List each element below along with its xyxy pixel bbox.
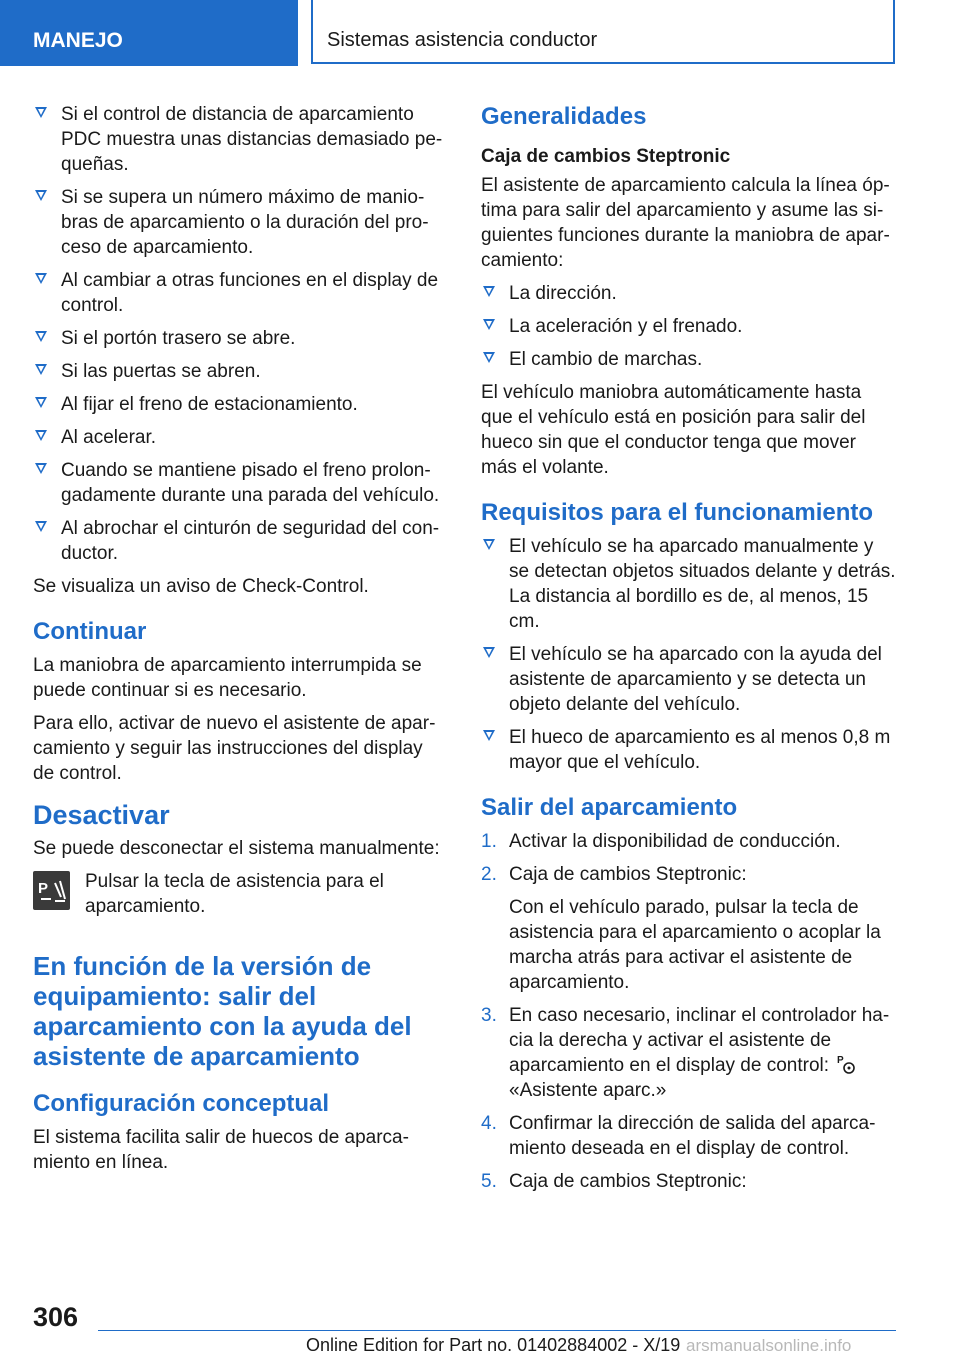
cancel-conditions-list — [33, 102, 445, 566]
list-item: El hueco de aparcamiento es al menos 0,8 m mayor que el vehículo. — [481, 725, 897, 775]
functions-list — [481, 281, 897, 372]
continuar-heading: Continuar — [33, 618, 147, 645]
step-number: 5. — [481, 1171, 497, 1192]
steptronic-subheading: Caja de cambios Steptronic — [481, 146, 731, 167]
paragraph: Para ello, activar de nuevo el asistente de aparcamiento y seguir las instrucciones del display de control. — [33, 713, 436, 784]
step-text: En caso necesario, inclinar el controlador hacia la derecha y activar el asistente de aparcamiento en el display de control: — [509, 1005, 890, 1076]
step-text: Activar la disponibilidad de conducción. — [509, 831, 841, 852]
main-heading: En función de la versión de equipamiento: salir del aparcamiento con la ayuda del asistente de aparcamiento — [33, 951, 412, 1071]
step-item — [481, 1169, 897, 1194]
bullet-triangle-icon — [35, 107, 47, 118]
list-item: Cuando se mantiene pisado el freno prolongadamente durante una parada del vehículo. — [33, 458, 445, 508]
bullet-triangle-icon — [483, 319, 495, 330]
paragraph: El sistema facilita salir de huecos de aparcamiento en línea. — [33, 1127, 409, 1173]
list-item: Si el control de distancia de aparcamiento PDC muestra unas distancias demasiado pequeñas. — [33, 102, 445, 177]
step-text: Caja de cambios Steptronic: — [509, 1171, 747, 1192]
bullet-triangle-icon — [483, 730, 495, 741]
bullet-triangle-icon — [35, 463, 47, 474]
list-item: Si las puertas se abren. — [33, 359, 445, 384]
bullet-triangle-icon — [35, 331, 47, 342]
paragraph: La maniobra de aparcamiento interrumpida se puede continuar si es necesario. — [33, 655, 422, 701]
step-item — [481, 1111, 897, 1161]
bullet-triangle-icon — [35, 430, 47, 441]
step-number: 2. — [481, 864, 497, 885]
step-number: 4. — [481, 1113, 497, 1134]
svg-text:P: P — [38, 880, 49, 897]
park-key-instruction — [33, 869, 445, 919]
list-item: Si el portón trasero se abre. — [33, 326, 445, 351]
list-item: Al abrochar el cinturón de seguridad del conductor. — [33, 516, 445, 566]
park-assist-key-icon — [33, 871, 70, 910]
paragraph: El asistente de aparcamiento calcula la línea óptima para salir del aparcamiento y asume las siguientes funciones durante la maniobra de aparcamiento: — [481, 175, 890, 271]
step-number: 1. — [481, 831, 497, 852]
step-subtext: Con el vehículo parado, pulsar la tecla de asistencia para el aparcamiento o acoplar la marcha atrás para activar el asistente de aparcamiento. — [509, 897, 881, 993]
bullet-triangle-icon — [35, 273, 47, 284]
bullet-triangle-icon — [35, 397, 47, 408]
edition-text: Online Edition for Part no. 01402884002 - X/19 — [306, 1335, 681, 1355]
list-item: El cambio de marchas. — [481, 347, 897, 372]
bullet-triangle-icon — [35, 190, 47, 201]
step-text: Caja de cambios Steptronic: — [509, 864, 747, 885]
paragraph: El vehículo maniobra automáticamente hasta que el vehículo está en posición para salir del hueco sin que el conductor tenga que mover más el volante. — [481, 382, 866, 478]
bullet-triangle-icon — [483, 286, 495, 297]
step-item — [481, 862, 897, 995]
svg-text:P: P — [837, 1055, 844, 1066]
step-text: Confirmar la dirección de salida del aparcamiento deseada en el display de control. — [509, 1113, 876, 1159]
bullet-triangle-icon — [483, 539, 495, 550]
list-item: Al acelerar. — [33, 425, 445, 450]
step-text-after: «Asistente aparc.» — [509, 1080, 667, 1101]
bullet-triangle-icon — [35, 364, 47, 375]
list-item: Al cambiar a otras funciones en el display de control. — [33, 268, 445, 318]
list-item: El vehículo se ha aparcado con la ayuda del asistente de aparcamiento y se detecta un objeto delante del vehículo. — [481, 642, 897, 717]
desactivar-heading: Desactivar — [33, 800, 170, 830]
watermark: arsmanualsonline.info — [686, 1336, 852, 1355]
list-item: Al fijar el freno de estacionamiento. — [33, 392, 445, 417]
right-column — [481, 102, 897, 1202]
generalidades-heading: Generalidades — [481, 103, 647, 130]
bullet-triangle-icon — [483, 352, 495, 363]
step-number: 3. — [481, 1005, 497, 1026]
chapter-title: Sistemas asistencia conductor — [311, 0, 895, 64]
step-item — [481, 829, 897, 854]
config-heading: Configuración conceptual — [33, 1090, 330, 1117]
bullet-triangle-icon — [483, 647, 495, 658]
left-column — [33, 102, 445, 1183]
requirements-list — [481, 534, 897, 775]
paragraph: Se puede desconectar el sistema manualmente: — [33, 838, 440, 859]
check-control-text: Se visualiza un aviso de Check-Control. — [33, 576, 369, 597]
section-tab: MANEJO — [0, 0, 298, 66]
page-number: 306 — [33, 1302, 79, 1332]
list-item: El vehículo se ha aparcado manualmente y se detectan objetos situados delante y detrás. La distancia al bordillo es de, al menos, 15 cm. — [481, 534, 897, 634]
list-item: La dirección. — [481, 281, 897, 306]
steps-list — [481, 829, 897, 1194]
step-item — [481, 1003, 897, 1103]
list-item: Si se supera un número máximo de maniobras de aparcamiento o la duración del proceso de aparcamiento. — [33, 185, 445, 260]
salir-heading: Salir del aparcamiento — [481, 794, 738, 821]
park-assist-inline-icon — [836, 1053, 856, 1075]
icon-instruction-text: Pulsar la tecla de asistencia para el aparcamiento. — [85, 871, 384, 917]
list-item: La aceleración y el frenado. — [481, 314, 897, 339]
requisitos-heading: Requisitos para el funcionamiento — [481, 499, 874, 526]
page-header — [0, 0, 960, 66]
bullet-triangle-icon — [35, 521, 47, 532]
footer-divider — [98, 1330, 896, 1331]
